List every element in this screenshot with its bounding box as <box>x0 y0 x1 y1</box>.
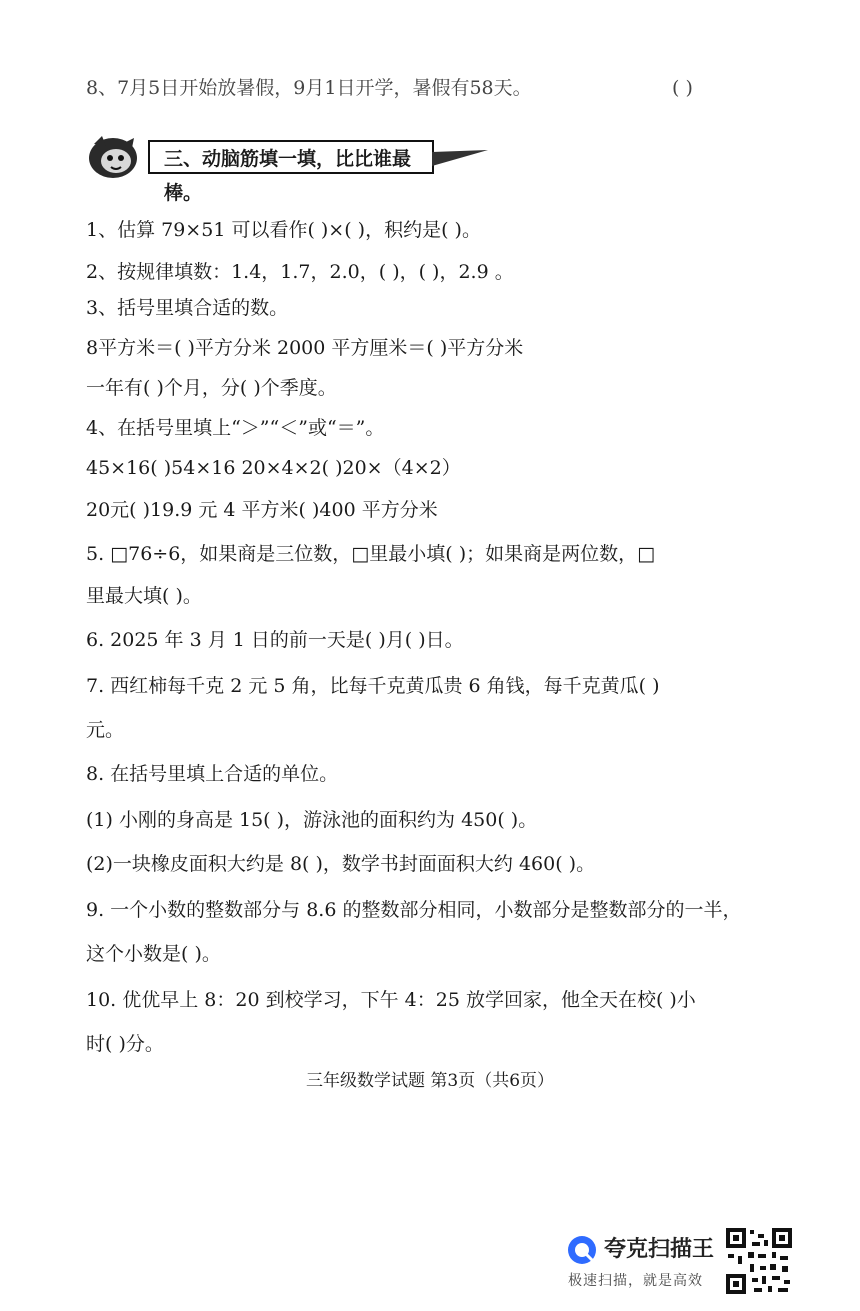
question-10-cont: 时( )分。 <box>86 1033 164 1055</box>
scanner-watermark <box>566 1232 716 1292</box>
section-header <box>82 130 502 204</box>
question-8: 8. 在括号里填上合适的单位。 <box>86 763 339 785</box>
question-5: 5. □76÷6，如果商是三位数，□里最小填( )；如果商是两位数，□ <box>86 543 656 565</box>
question-3-row-2: 一年有( )个月，分( )个季度。 <box>86 377 337 399</box>
question-7: 7. 西红柿每千克 2 元 5 角，比每千克黄瓜贵 6 角钱，每千克黄瓜( ) <box>86 675 660 697</box>
question-3-row-1: 8平方米＝( )平方分米 2000 平方厘米＝( )平方分米 <box>86 337 524 359</box>
answer-paren: ( ) <box>672 77 693 99</box>
brand-name: 夸克扫描王 <box>604 1237 715 1262</box>
question-4-row-1: 45×16( )54×16 20×4×2( )20×（4×2） <box>86 457 461 479</box>
question-7-cont: 元。 <box>86 719 125 741</box>
question-8-part-1: (1) 小刚的身高是 15( )，游泳池的面积约为 450( )。 <box>86 809 538 831</box>
qr-code-icon <box>724 1226 794 1296</box>
question-4: 4、在括号里填上“＞”“＜”或“＝”。 <box>86 417 385 439</box>
banner-tail-icon <box>432 150 488 168</box>
question-9-cont: 这个小数是( )。 <box>86 943 221 965</box>
question-5-cont: 里最大填( )。 <box>86 585 202 607</box>
quark-logo-icon <box>566 1234 598 1266</box>
question-8-part-2: (2)一块橡皮面积大约是 8( )，数学书封面面积大约 460( )。 <box>86 853 596 875</box>
brand-slogan: 极速扫描，就是高效 <box>568 1273 703 1289</box>
question-10: 10. 优优早上 8：20 到校学习，下午 4：25 放学回家，他全天在校( )小 <box>86 989 696 1011</box>
previous-question-text: 8、7月5日开始放暑假，9月1日开学，暑假有58天。 <box>86 77 532 99</box>
question-4-row-2: 20元( )19.9 元 4 平方米( )400 平方分米 <box>86 499 438 521</box>
previous-question-8 <box>86 74 800 102</box>
mascot-icon <box>86 134 140 180</box>
question-6: 6. 2025 年 3 月 1 日的前一天是( )月( )日。 <box>86 629 464 651</box>
question-1: 1、估算 79×51 可以看作( )×( )，积约是( )。 <box>86 219 481 241</box>
page-footer: 三年级数学试题 第3页（共6页） <box>305 1071 555 1091</box>
question-2: 2、按规律填数：1.4，1.7，2.0，( )，( )，2.9 。 <box>86 261 514 283</box>
question-9: 9. 一个小数的整数部分与 8.6 的整数部分相同，小数部分是整数部分的一半， <box>86 899 742 921</box>
section-title: 三、动脑筋填一填，比比谁最棒。 <box>148 140 434 174</box>
question-3: 3、括号里填合适的数。 <box>86 297 289 319</box>
